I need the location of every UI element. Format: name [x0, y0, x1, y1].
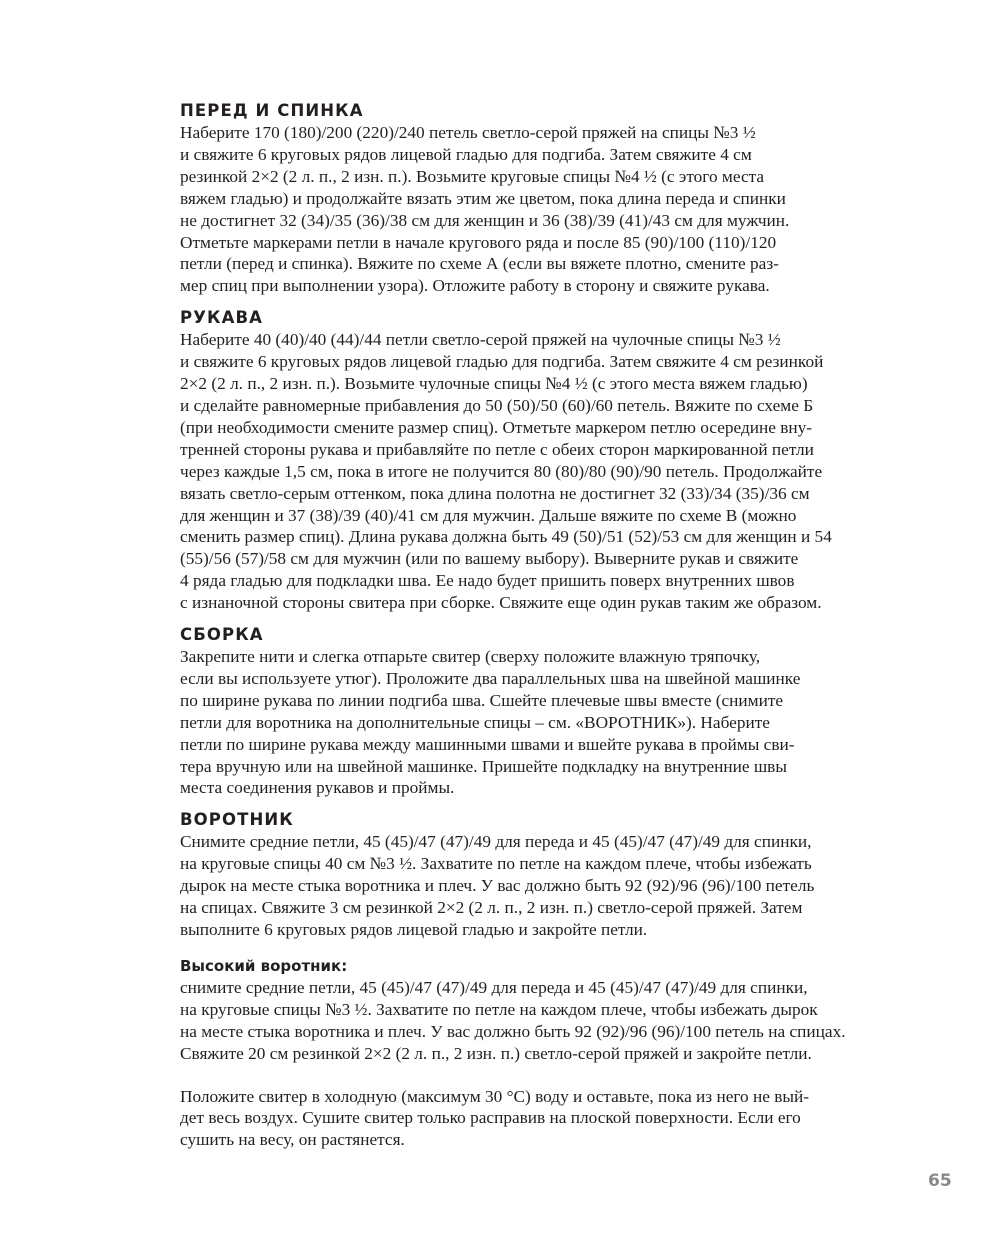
text-line: (55)/56 (57)/58 см для мужчин (или по вашему выбору). Выверните рукав и свяжите — [180, 549, 799, 569]
heading-assembly: СБОРКА — [180, 625, 264, 645]
paragraph-high-collar — [180, 977, 880, 1065]
text-line: сушить на весу, он растянется. — [180, 1130, 405, 1150]
paragraph-sleeves — [180, 329, 880, 614]
text-line: и свяжите 6 круговых рядов лицевой гладью для подгиба. Затем свяжите 4 см резинкой — [180, 352, 824, 372]
text-line: Отметьте маркерами петли в начале кругового ряда и после 85 (90)/100 (110)/120 — [180, 232, 777, 252]
text-line: Снимите средние петли, 45 (45)/47 (47)/49 для переда и 45 (45)/47 (47)/49 для спинки, — [180, 832, 812, 852]
text-line: не достигнет 32 (34)/35 (36)/38 см для женщин и 36 (38)/39 (41)/43 см для мужчин. — [180, 210, 790, 230]
text-line: тера вручную или на швейной машинке. Пришейте подкладку на внутренние швы — [180, 756, 787, 776]
paragraph-front-back — [180, 122, 880, 297]
section-assembly — [180, 624, 880, 799]
heading-front-back: ПЕРЕД И СПИНКА — [180, 101, 364, 120]
heading-high-collar: Высокий воротник: — [180, 956, 348, 975]
section-sleeves — [180, 307, 880, 614]
text-line: на спицах. Свяжите 3 см резинкой 2×2 (2 л. п., 2 изн. п.) светло-серой пряжей. Затем — [180, 898, 803, 918]
paragraph-collar — [180, 831, 880, 941]
text-line: для женщин и 37 (38)/39 (40)/41 см для мужчин. Дальше вяжите по схеме В (можно — [180, 505, 797, 525]
text-line: вяжем гладью) и продолжайте вязать этим же цветом, пока длина переда и спинки — [180, 188, 786, 208]
text-line: и сделайте равномерные прибавления до 50 (50)/50 (60)/60 петель. Вяжите по схеме Б — [180, 395, 814, 415]
text-line: по ширине рукава по линии подгиба шва. Сшейте плечевые швы вместе (снимите — [180, 690, 784, 710]
text-line: на месте стыка воротника и плеч. У вас должно быть 92 (92)/96 (96)/100 петель на спицах. — [180, 1021, 846, 1041]
section-collar — [180, 809, 880, 941]
text-line: петли (перед и спинка). Вяжите по схеме А (если вы вяжете плотно, смените раз- — [180, 254, 779, 274]
text-line: дырок на месте стыка воротника и плеч. У вас должно быть 92 (92)/96 (96)/100 петель — [180, 876, 815, 896]
heading-sleeves: РУКАВА — [180, 308, 264, 328]
text-line: на круговые спицы 40 см №3 ½. Захватите по петле на каждом плече, чтобы избежать — [180, 854, 812, 874]
section-care — [180, 1086, 880, 1152]
text-line: если вы используете утюг). Проложите два параллельных шва на швейной машинке — [180, 668, 801, 688]
text-line: дет весь воздух. Сушите свитер только расправив на плоской поверхности. Если его — [180, 1108, 801, 1128]
text-line: резинкой 2×2 (2 л. п., 2 изн. п.). Возьмите круговые спицы №4 ½ (с этого места — [180, 166, 765, 186]
text-line: места соединения рукавов и проймы. — [180, 778, 455, 798]
page-number: 65 — [928, 1171, 952, 1191]
text-line: выполните 6 круговых рядов лицевой гладью и закройте петли. — [180, 920, 648, 939]
text-line: на круговые спицы №3 ½. Захватите по петле на каждом плече, чтобы избежать дырок — [180, 999, 818, 1019]
text-line: и свяжите 6 круговых рядов лицевой гладью для подгиба. Затем свяжите 4 см — [180, 144, 752, 164]
text-line: 4 ряда гладью для подкладки шва. Ее надо будет пришить поверх внутренних швов — [180, 571, 795, 591]
text-line: Наберите 40 (40)/40 (44)/44 петли светло-серой пряжей на чулочные спицы №3 ½ — [180, 330, 781, 350]
text-line: мер спиц при выполнении узора). Отложите работу в сторону и свяжите рукава. — [180, 276, 770, 296]
heading-collar: ВОРОТНИК — [180, 810, 294, 830]
text-line: Свяжите 20 см резинкой 2×2 (2 л. п., 2 изн. п.) светло-серой пряжей и закройте петли. — [180, 1043, 812, 1063]
page-content — [180, 100, 880, 1151]
text-line: сменить размер спиц). Длина рукава должна быть 49 (50)/51 (52)/53 см для женщин и 54 — [180, 527, 832, 547]
text-line: Закрепите нити и слегка отпарьте свитер (сверху положите влажную тряпочку, — [180, 647, 761, 667]
text-line: тренней стороны рукава и прибавляйте по петле с обеих сторон маркированной петли — [180, 439, 814, 459]
paragraph-care — [180, 1086, 880, 1152]
text-line: через каждые 1,5 см, пока в итоге не получится 80 (80)/80 (90)/90 петель. Продолжайте — [180, 461, 823, 481]
text-line: петли для воротника на дополнительные спицы – см. «ВОРОТНИК»). Наберите — [180, 712, 770, 732]
text-line: снимите средние петли, 45 (45)/47 (47)/49 для переда и 45 (45)/47 (47)/49 для спинки, — [180, 977, 808, 997]
text-line: (при необходимости смените размер спиц). Отметьте маркером петлю осередине вну- — [180, 417, 813, 437]
text-line: 2×2 (2 л. п., 2 изн. п.). Возьмите чулочные спицы №4 ½ (с этого места вяжем гладью) — [180, 374, 808, 394]
section-high-collar — [180, 955, 880, 1065]
text-line: с изнаночной стороны свитера при сборке. Свяжите еще один рукав таким же образом. — [180, 593, 822, 613]
section-front-back — [180, 100, 880, 297]
paragraph-assembly — [180, 646, 880, 799]
text-line: вязать светло-серым оттенком, пока длина полотна не достигнет 32 (33)/34 (35)/36 см — [180, 483, 810, 503]
text-line: петли по ширине рукава между машинными швами и вшейте рукава в проймы сви- — [180, 734, 795, 754]
text-line: Положите свитер в холодную (максимум 30 °С) воду и оставьте, пока из него не вый- — [180, 1086, 809, 1106]
text-line: Наберите 170 (180)/200 (220)/240 петель светло-серой пряжей на спицы №3 ½ — [180, 123, 756, 142]
